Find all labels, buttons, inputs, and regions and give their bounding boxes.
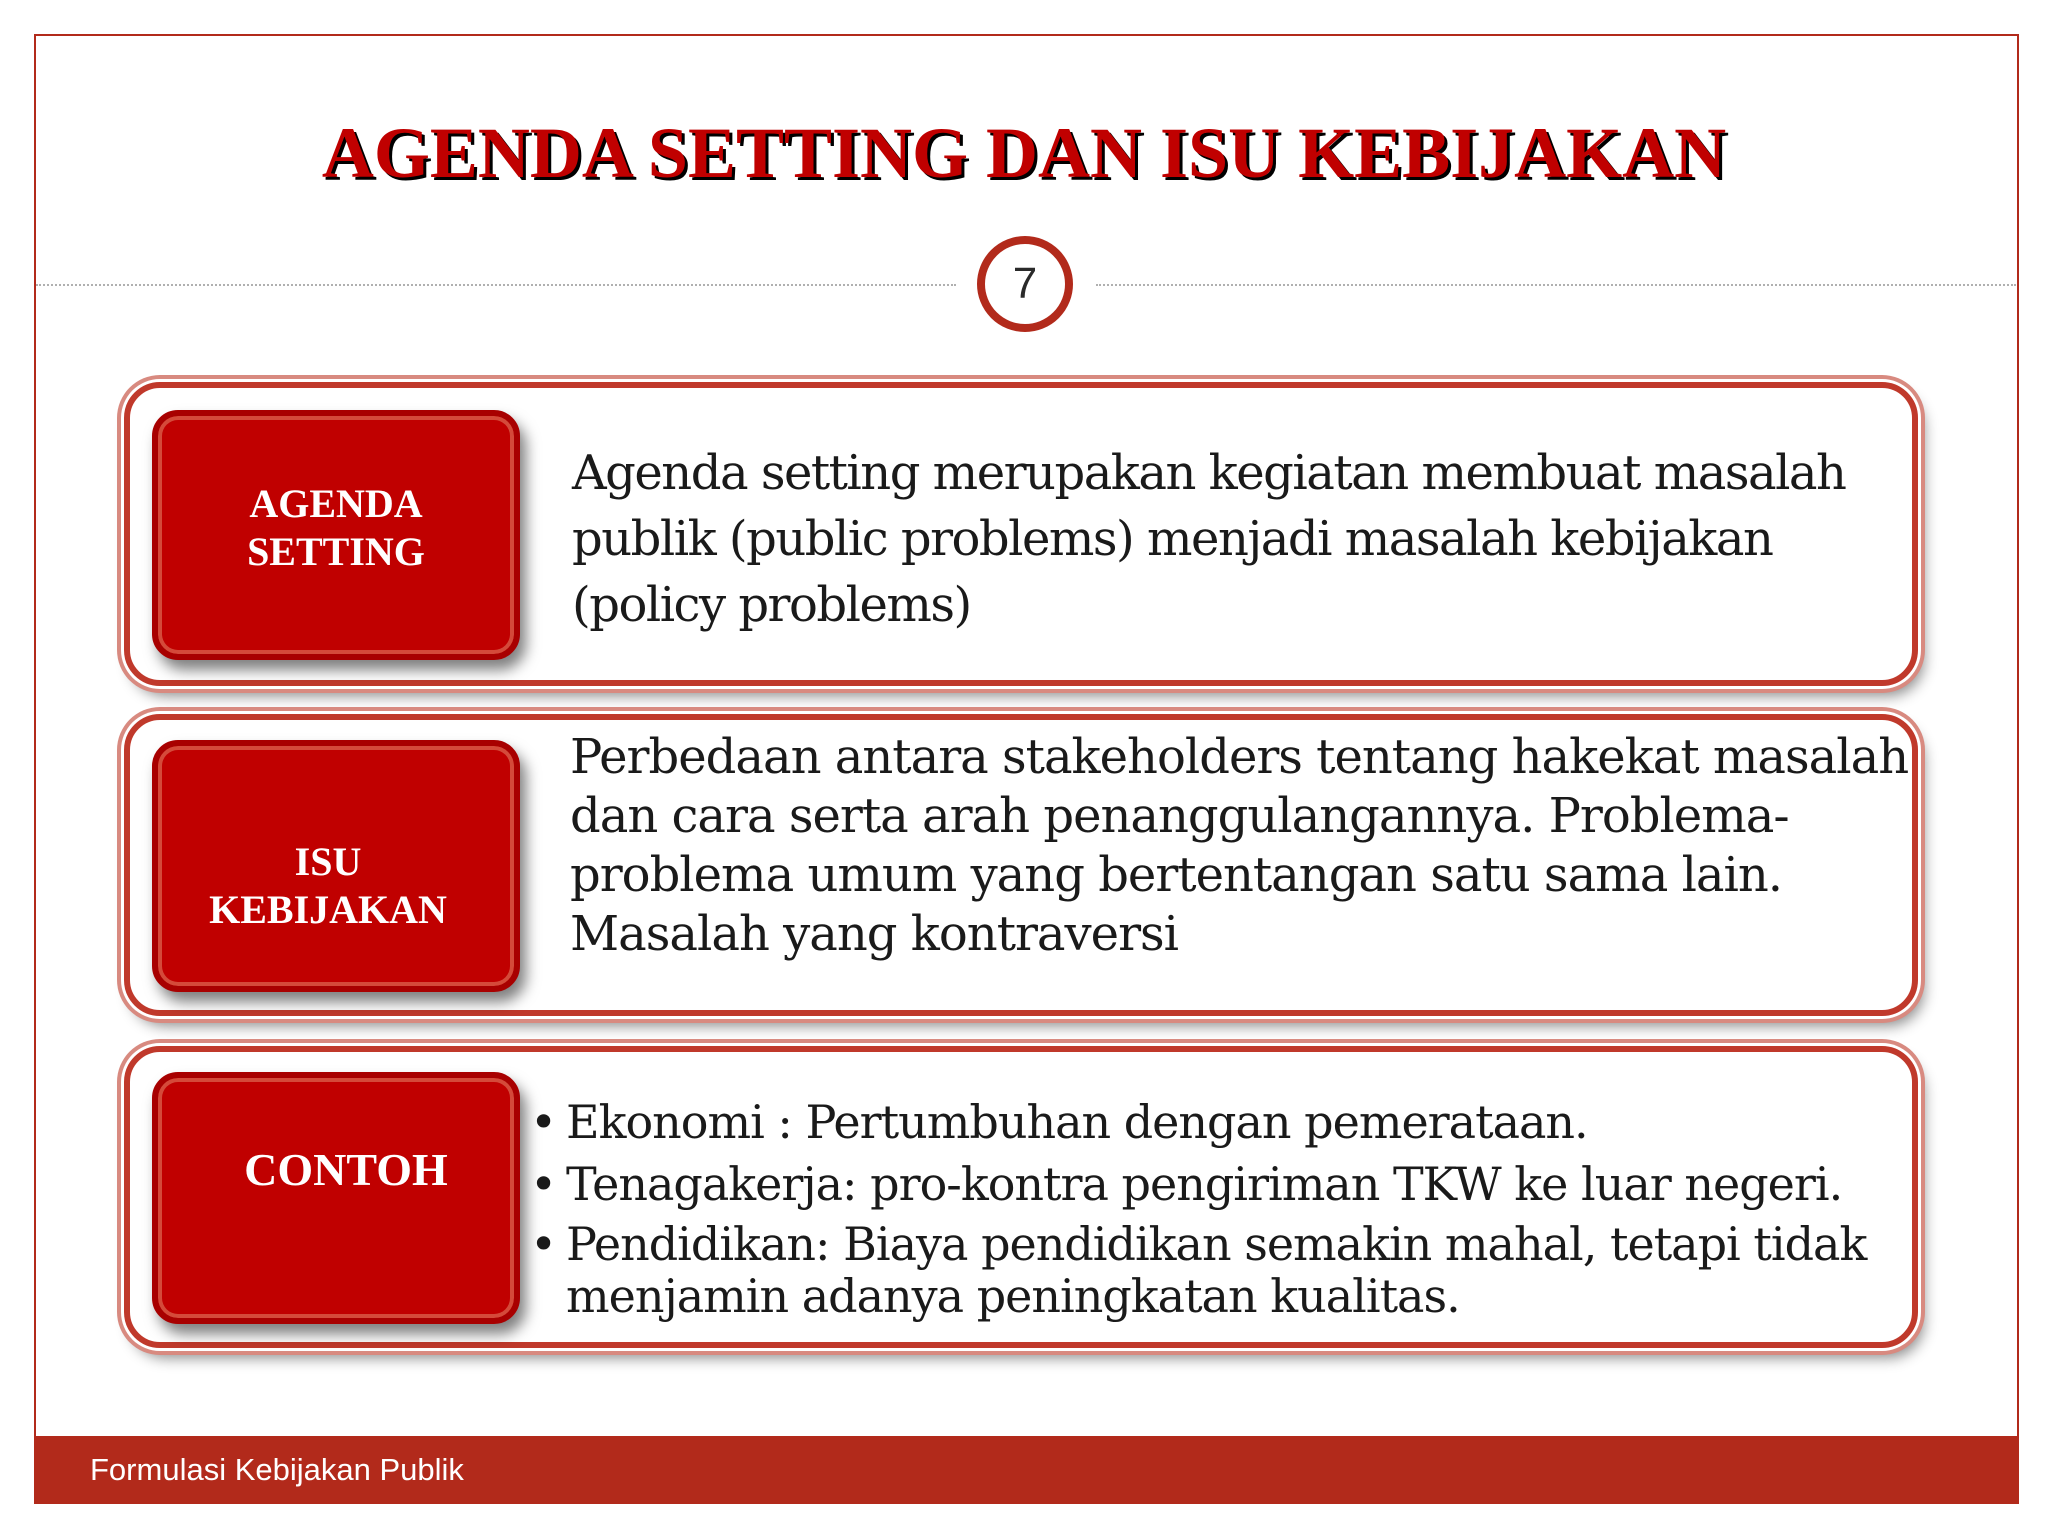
label-line-1: ISU [294, 839, 362, 884]
divider-left [36, 284, 956, 286]
text-line: Agenda setting merupakan kegiatan membuat masalah [572, 445, 1846, 501]
label-isu-kebijakan [152, 740, 520, 992]
label-contoh [152, 1072, 520, 1324]
label-line-1: AGENDA [249, 481, 423, 526]
list-item [530, 1094, 1926, 1150]
text-line: Masalah yang kontraversi [570, 906, 1178, 962]
text-line: publik (public problems) menjadi masalah kebijakan [572, 511, 1773, 567]
slide-title: AGENDA SETTING DAN ISU KEBIJAKAN [321, 113, 1727, 193]
page-number-badge: 7 [977, 236, 1073, 332]
text-line: Perbedaan antara stakeholders tentang hakekat masalah [570, 729, 1909, 785]
list-item-text: Pendidikan: Biaya pendidikan semakin mahal, tetapi tidak menjamin adanya peningkatan kualitas. [566, 1217, 1867, 1323]
list-item [530, 1218, 1926, 1322]
contoh-bullet-list [530, 1094, 1926, 1328]
label-line-2: SETTING [247, 529, 425, 574]
label-agenda-setting [152, 410, 520, 660]
bullet-icon: • [530, 1217, 557, 1271]
text-line: (policy problems) [572, 577, 971, 633]
agenda-setting-description [572, 440, 1845, 638]
text-line: dan cara serta arah penanggulangannya. Problema- [570, 788, 1789, 844]
label-line-1: CONTOH [244, 1144, 448, 1195]
footer-text: Formulasi Kebijakan Publik [90, 1452, 464, 1487]
divider-right [1096, 284, 2016, 286]
footer-bar [34, 1436, 2019, 1504]
list-item-text: Ekonomi : Pertumbuhan dengan pemerataan. [566, 1095, 1588, 1149]
list-item-text: Tenagakerja: pro-kontra pengiriman TKW ke luar negeri. [566, 1157, 1843, 1211]
bullet-icon: • [530, 1095, 557, 1149]
isu-kebijakan-description [570, 728, 1908, 964]
text-line: problema umum yang bertentangan satu sama lain. [570, 847, 1783, 903]
list-item [530, 1156, 1926, 1212]
label-line-2: KEBIJAKAN [209, 887, 447, 932]
bullet-icon: • [530, 1157, 557, 1211]
